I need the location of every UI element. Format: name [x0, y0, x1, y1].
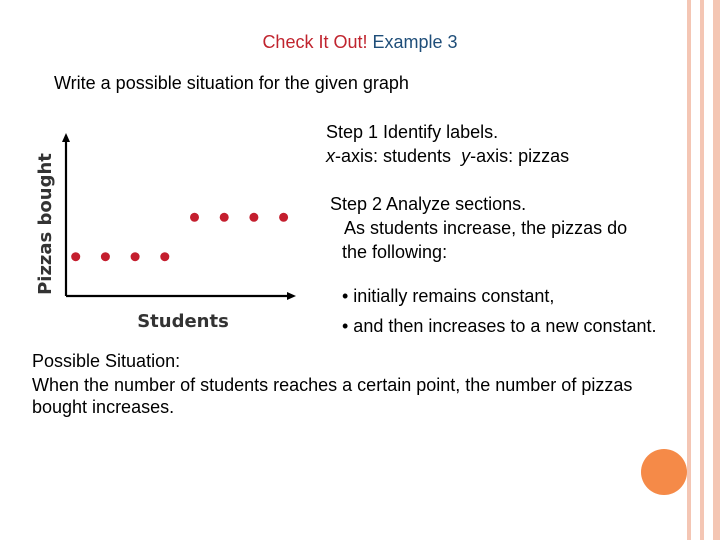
data-points — [71, 213, 288, 261]
title-example: Example 3 — [372, 32, 458, 52]
step2-line2: the following: — [342, 242, 448, 262]
side-bar-decoration — [687, 0, 691, 540]
bullet-constant: • initially remains constant, — [342, 286, 555, 306]
x-axis-desc: -axis: students — [335, 146, 452, 166]
step2-line1: As students increase, the pizzas do — [344, 218, 628, 238]
side-bar-decoration — [700, 0, 704, 540]
y-axis-desc: -axis: pizzas — [470, 146, 570, 166]
data-point — [131, 252, 140, 261]
situation-label: Possible Situation: — [32, 351, 181, 371]
decorative-circle — [641, 449, 687, 495]
data-point — [279, 213, 288, 222]
data-point — [220, 213, 229, 222]
situation-text: When the number of students reaches a certain point, the number of pizzas bought increases. — [32, 375, 633, 417]
y-var: y — [461, 146, 471, 166]
step1-title: Step 1 Identify labels. — [326, 122, 499, 142]
step2-title: Step 2 Analyze sections. — [330, 194, 527, 214]
data-point — [160, 252, 169, 261]
slide-title — [0, 32, 720, 53]
title-check-it-out: Check It Out! — [262, 32, 368, 52]
x-axis-label: Students — [137, 311, 229, 332]
instruction-text: Write a possible situation for the given graph — [54, 73, 409, 93]
side-bar-decoration — [713, 0, 720, 540]
data-point — [190, 213, 199, 222]
step1-axes — [326, 145, 569, 167]
data-point — [249, 213, 258, 222]
bullet-increase: • and then increases to a new constant. — [342, 316, 657, 336]
x-var: x — [326, 146, 335, 166]
data-point — [101, 252, 110, 261]
data-point — [71, 252, 80, 261]
scatter-chart — [30, 125, 300, 335]
y-axis-label: Pizzas bought — [35, 153, 56, 295]
